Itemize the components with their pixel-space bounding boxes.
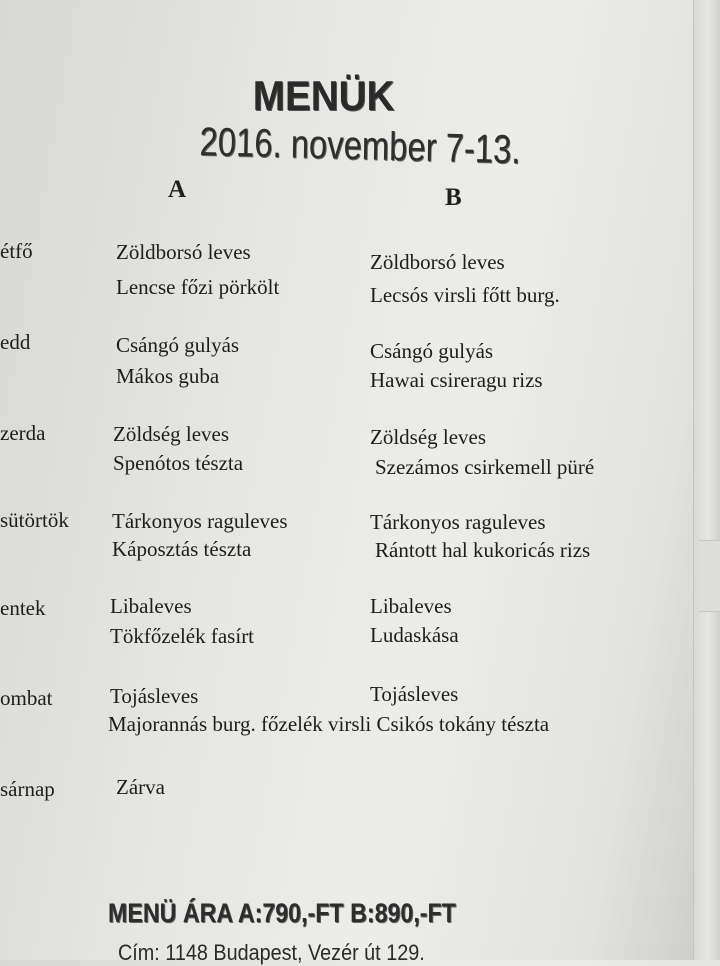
menu-title: MENÜK bbox=[252, 72, 395, 119]
day-label: edd bbox=[0, 330, 31, 354]
menu-b-main: Hawai csireragu rizs bbox=[370, 368, 543, 392]
menu-b-main: Ludaskása bbox=[370, 623, 459, 647]
menu-a-main: Tökfőzelék fasírt bbox=[110, 624, 255, 648]
menu-a-soup: Csángó gulyás bbox=[116, 333, 240, 357]
column-header-b: B bbox=[445, 184, 462, 211]
menu-a-soup: Tárkonyos raguleves bbox=[112, 509, 288, 533]
menu-b-soup: Zöldség leves bbox=[370, 425, 487, 449]
day-label: étfő bbox=[0, 239, 33, 263]
menu-closed-note: Zárva bbox=[116, 775, 165, 799]
menu-b-soup: Zöldborsó leves bbox=[370, 250, 505, 274]
menu-a-main: Káposztás tészta bbox=[112, 537, 252, 561]
menu-a-soup: Tojásleves bbox=[110, 684, 199, 708]
menu-date-range: 2016. november 7-13. bbox=[199, 120, 521, 173]
paper-tab bbox=[698, 540, 720, 612]
day-label: entek bbox=[0, 596, 46, 620]
day-label: sárnap bbox=[0, 777, 55, 801]
menu-a-soup: Libaleves bbox=[110, 594, 192, 618]
menu-a-soup: Zöldség leves bbox=[113, 422, 230, 446]
menu-a-main: Lencse főzi pörkölt bbox=[116, 275, 280, 299]
menu-a-main: Mákos guba bbox=[116, 364, 220, 388]
menu-b-main: Szezámos csirkemell püré bbox=[375, 455, 595, 479]
menu-saturday-mains: Majorannás burg. főzelék virsli Csikós tokány tészta bbox=[108, 712, 550, 736]
menu-price: MENÜ ÁRA A:790,-FT B:890,-FT bbox=[108, 898, 456, 928]
restaurant-address: Cím: 1148 Budapest, Vezér út 129. bbox=[118, 940, 425, 965]
day-label: sütörtök bbox=[0, 508, 69, 532]
day-label: zerda bbox=[0, 421, 46, 445]
menu-a-soup: Zöldborsó leves bbox=[116, 240, 251, 264]
menu-b-soup: Tojásleves bbox=[370, 682, 459, 706]
menu-b-soup: Libaleves bbox=[370, 594, 452, 618]
menu-a-main: Spenótos tészta bbox=[113, 451, 244, 475]
menu-b-soup: Tárkonyos raguleves bbox=[370, 510, 546, 534]
day-label: ombat bbox=[0, 686, 53, 710]
column-header-a: A bbox=[168, 176, 187, 203]
menu-b-main: Rántott hal kukoricás rizs bbox=[375, 538, 591, 562]
menu-b-main: Lecsós virsli főtt burg. bbox=[370, 283, 560, 307]
paper-edge bbox=[693, 0, 720, 960]
menu-b-soup: Csángó gulyás bbox=[370, 339, 494, 363]
